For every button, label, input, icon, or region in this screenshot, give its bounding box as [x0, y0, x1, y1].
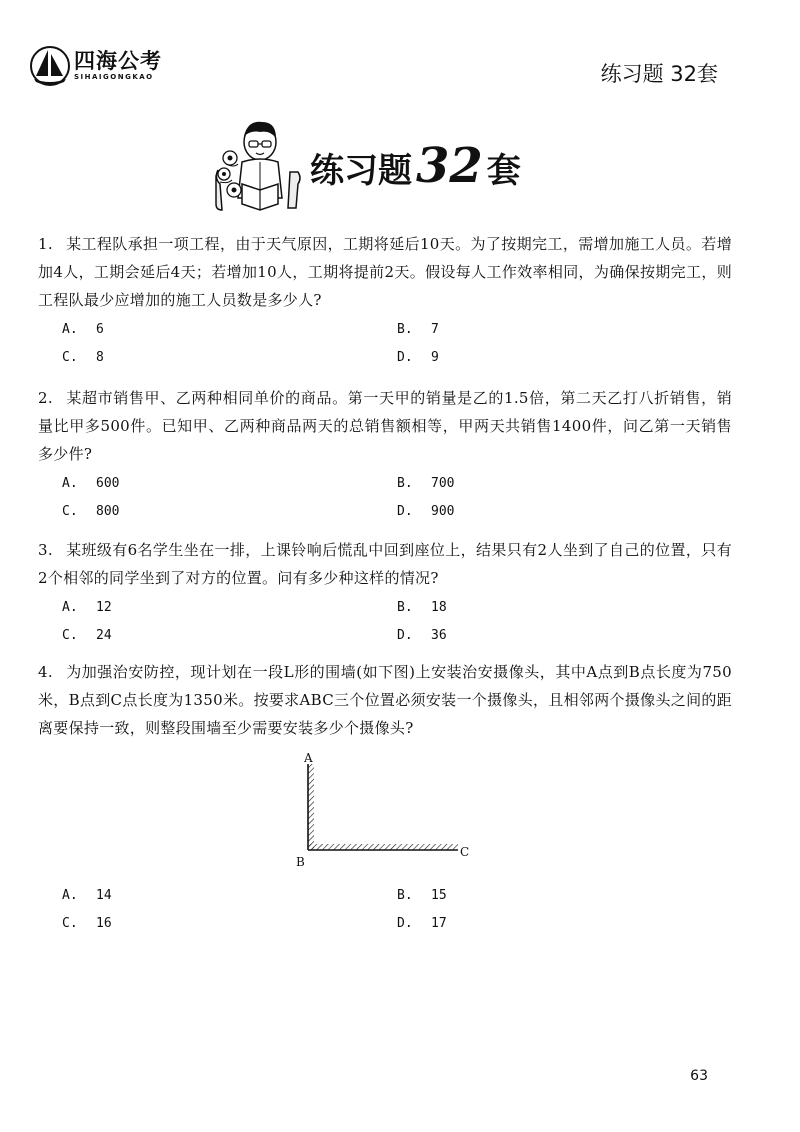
figure-label-c: C [460, 845, 470, 859]
answer-options [62, 470, 732, 526]
banner-title-suffix: 套 [486, 151, 521, 191]
option-a[interactable]: A. 600 [62, 476, 120, 491]
question-text: 为加强治安防控，现计划在一段L形的围墙(如下图)上安装治安摄像头，其中A点到B点长度为750米，B点到C点长度为1350米。按要求ABC三个位置必须安装一个摄像头，且相邻两个摄像头之间的距离要保持一致，则整段围墙至少需要安装多少个摄像头? [38, 663, 732, 737]
question-stem [38, 384, 732, 468]
option-b[interactable]: B. 7 [397, 322, 439, 337]
answer-options [62, 882, 732, 938]
banner-title-prefix: 练习题 [310, 151, 412, 191]
option-a[interactable]: A. 6 [62, 322, 104, 337]
wall-segment-bc [308, 844, 458, 850]
option-b[interactable]: B. 15 [397, 888, 447, 903]
student-reading-illustration-icon [212, 118, 304, 214]
question-text: 某超市销售甲、乙两种相同单价的商品。第一天甲的销量是乙的1.5倍，第二天乙打八折销售，销量比甲多500件。已知甲、乙两种商品两天的总销售额相等，甲两天共销售1400件，问乙第一天销售多少件? [38, 389, 732, 463]
option-b[interactable]: B. 18 [397, 600, 447, 615]
chapter-banner [212, 118, 521, 214]
option-c[interactable]: C. 800 [62, 504, 120, 519]
option-c[interactable]: C. 8 [62, 350, 104, 365]
question-number: 1. [38, 235, 53, 253]
option-b[interactable]: B. 700 [397, 476, 455, 491]
option-d[interactable]: D. 9 [397, 350, 439, 365]
question-3 [38, 536, 732, 650]
option-d[interactable]: D. 36 [397, 628, 447, 643]
question-4 [38, 658, 732, 938]
question-stem [38, 230, 732, 314]
question-1 [38, 230, 732, 372]
l-shaped-wall-diagram [284, 752, 474, 872]
figure-label-b: B [296, 855, 305, 869]
option-c[interactable]: C. 24 [62, 628, 112, 643]
question-number: 3. [38, 541, 53, 559]
brand-logo [30, 44, 162, 88]
page-number: 63 [690, 1068, 708, 1084]
question-stem [38, 536, 732, 592]
option-a[interactable]: A. 14 [62, 888, 112, 903]
answer-options [62, 594, 732, 650]
question-number: 4. [38, 663, 53, 681]
question-text: 某工程队承担一项工程，由于天气原因，工期将延后10天。为了按期完工，需增加施工人员。若增加4人，工期会延后4天；若增加10人，工期将提前2天。假设每人工作效率相同，为确保按期完工，则工程队最少应增加的施工人员数是多少人? [38, 235, 732, 309]
sailboat-logo-icon [30, 44, 70, 88]
question-2 [38, 384, 732, 526]
logo-chinese-name: 四海公考 [74, 49, 162, 73]
answer-options [62, 316, 732, 372]
banner-set-number: 32 [416, 138, 483, 194]
option-d[interactable]: D. 900 [397, 504, 455, 519]
running-header-title: 练习题 32套 [600, 62, 718, 86]
logo-pinyin-name: SIHAIGONGKAO [74, 73, 154, 81]
wall-segment-ab [308, 764, 314, 850]
question-number: 2. [38, 389, 53, 407]
option-c[interactable]: C. 16 [62, 916, 112, 931]
question-stem [38, 658, 732, 742]
figure-label-a: A [304, 752, 313, 765]
option-a[interactable]: A. 12 [62, 600, 112, 615]
question-text: 某班级有6名学生坐在一排，上课铃响后慌乱中回到座位上，结果只有2人坐到了自己的位置，只有2个相邻的同学坐到了对方的位置。问有多少种这样的情况? [38, 541, 732, 587]
option-d[interactable]: D. 17 [397, 916, 447, 931]
